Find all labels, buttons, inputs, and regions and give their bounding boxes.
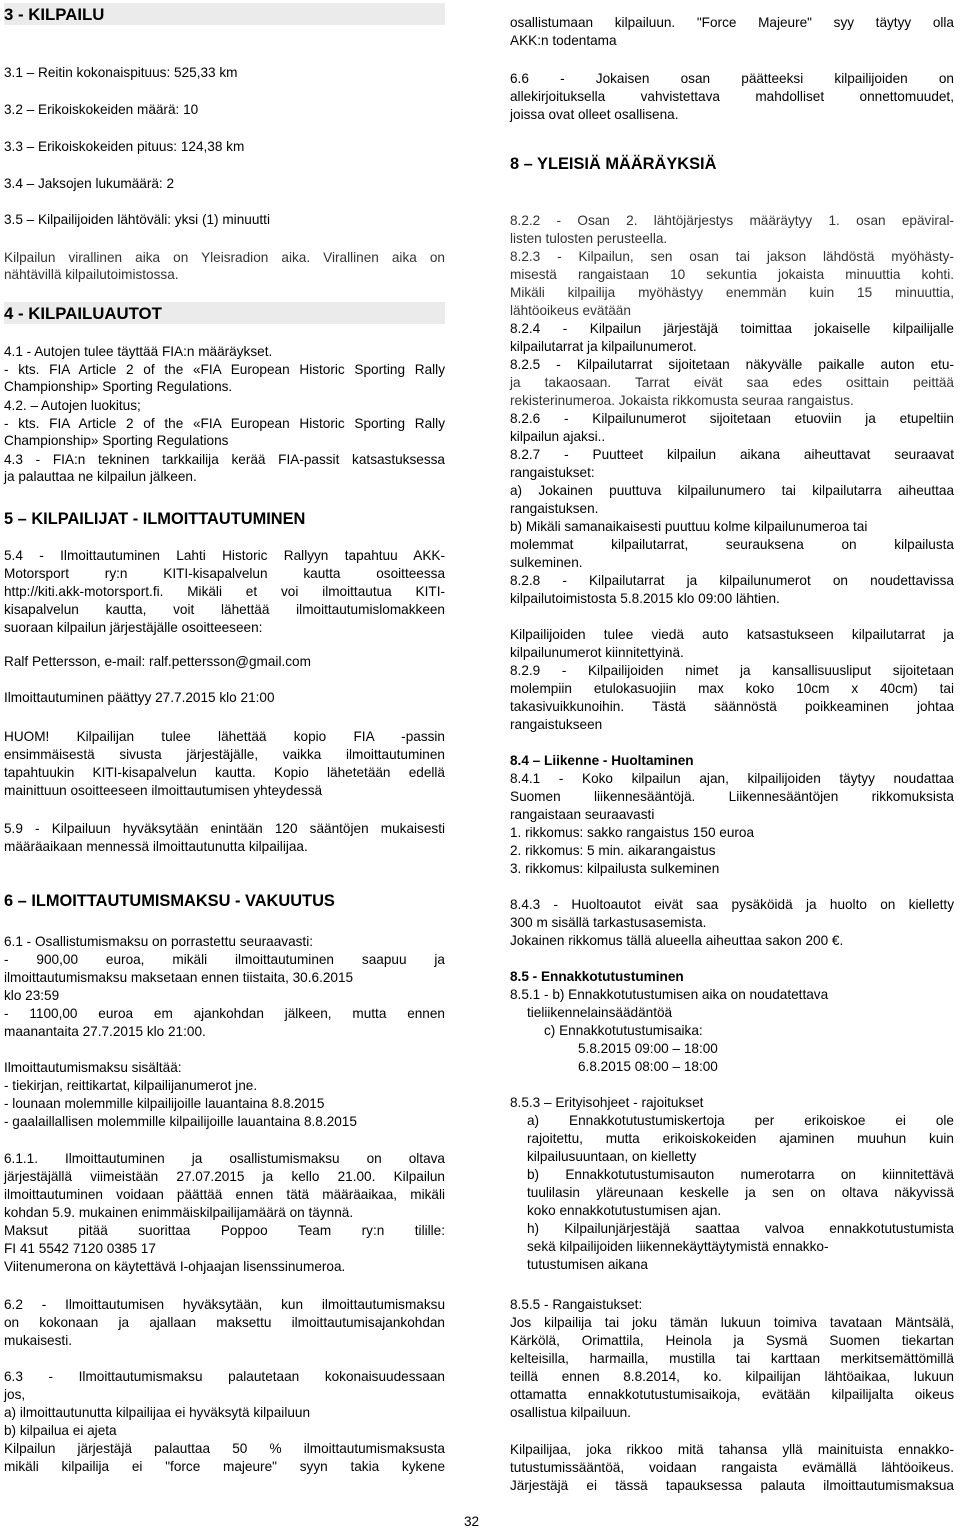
text-line: maanantaita 27.7.2015 klo 21:00. xyxy=(4,1024,206,1039)
text-line: ilmoittautumismaksu maksetaan ennen tiistaita, 30.6.2015 xyxy=(4,970,354,985)
text-line: tieliikennelainsäädäntöä xyxy=(527,1005,673,1020)
text-line: Championship» Sporting Regulations xyxy=(4,433,229,448)
text-line: tutustumissääntöä, voidaan rangaista evämällä lähtöoikeus. xyxy=(510,1460,954,1475)
text-line: teillä ennen 8.8.2014, ko. kilpailijan lähtöaikaa, lukuun xyxy=(510,1369,954,1384)
text-line: joissa ovat olleet osallisena. xyxy=(510,107,679,122)
text-line: 8.5.5 - Rangaistukset: xyxy=(510,1297,643,1312)
text-line: 6.1 - Osallistumismaksu on porrastettu seuraavasti: xyxy=(4,934,314,949)
text-line: ilmoittautuminen voidaan päättää ennen tätä määräaikaa, mikäli xyxy=(4,1187,445,1202)
text-line: Jos kilpailija tai joku tämän lukuun toimiva tavataan Mäntsälä, xyxy=(510,1315,954,1330)
text-line: FI 41 5542 7120 0385 17 xyxy=(4,1241,156,1256)
text-line: tapahtuukin KITI-kisapalvelun kautta. Kopio lähetetään edellä xyxy=(4,765,445,780)
text-line: järjestäjällä viimeistään 27.07.2015 ja kello 21.00. Kilpailun xyxy=(4,1169,445,1184)
text-line: Kilpailijoiden tulee viedä auto katsastukseen kilpailutarrat ja xyxy=(510,627,954,642)
text-line: ja palauttaa ne kilpailun jälkeen. xyxy=(4,469,197,484)
text-line: tuulilasin yläreunaan keskelle ja sen on oltava näkyvissä xyxy=(527,1185,954,1200)
text-line: 4.1 - Autojen tulee täyttää FIA:n määräykset. xyxy=(4,344,273,359)
text-line: a) Ennakkotutustumiskertoja per erikoiskoe ei ole xyxy=(527,1113,954,1128)
text-line: kilpailutoimistosta 5.8.2015 klo 09:00 lähtien. xyxy=(510,591,780,606)
text-line: klo 23:59 xyxy=(4,988,60,1003)
text-line: 5.4 - Ilmoittautuminen Lahti Historic Rallyyn tapahtuu AKK- xyxy=(4,548,445,563)
text-line: a) ilmoittautunutta kilpailijaa ei hyväksytä kilpailuun xyxy=(4,1405,311,1420)
text-line: HUOM! Kilpailijan tulee lähettää kopio FIA -passin xyxy=(4,729,445,744)
text-line: on kokonaan ja ajallaan maksettu ilmoittautumisajankohdan xyxy=(4,1315,445,1330)
text-line: 8.5.3 – Erityisohjeet - rajoitukset xyxy=(510,1095,704,1110)
text-line: 8.2.3 - Kilpailun, sen osan tai jakson lähdöstä myöhästy- xyxy=(510,249,954,264)
text-line: kilpailutarrat ja kilpailunumerot. xyxy=(510,339,697,354)
text-line: 8.5 - Ennakkotutustuminen xyxy=(510,969,684,984)
text-line: misestä rangaistaan 10 sekuntia jokaista minuuttia kohti. xyxy=(510,267,954,282)
text-line: 8.2.8 - Kilpailutarrat ja kilpailunumerot on noudettavissa xyxy=(510,573,954,588)
text-line: 8.4.1 - Koko kilpailun ajan, kilpailijoiden täytyy noudattaa xyxy=(510,771,954,786)
email-link-line[interactable]: Ralf Pettersson, e-mail: ralf.pettersson@gmail.com xyxy=(4,654,311,669)
text-line: 8.2.2 - Osan 2. lähtöjärjestys määräytyy 1. osan epäviral- xyxy=(510,213,954,228)
text-line: 6.1.1. Ilmoittautuminen ja osallistumismaksu on oltava xyxy=(4,1151,445,1166)
text-line: koko ennakkotutustumisen ajan. xyxy=(527,1203,722,1218)
text-line: 8.2.4 - Kilpailun järjestäjä toimittaa jokaiselle kilpailijalle xyxy=(510,321,954,336)
text-line: molemmat kilpailutarrat, seurauksena on kilpailusta xyxy=(510,537,954,552)
text-line: rajoitettu, mutta erikoiskokeiden ajaminen muuhun kuin xyxy=(527,1131,954,1146)
text-line: osallistumaan kilpailuun. "Force Majeure" syy täytyy olla xyxy=(510,15,954,30)
text-line: kelteisilla, harmailla, mustilla tai karttaan merkitsemättömillä xyxy=(510,1351,954,1366)
text-line: 5.8.2015 09:00 – 18:00 xyxy=(578,1041,718,1056)
text-line: Ilmoittautuminen päättyy 27.7.2015 klo 21:00 xyxy=(4,690,275,705)
text-line: - gaalaillallisen molemmille kilpailijoille lauantaina 8.8.2015 xyxy=(4,1114,357,1129)
text-line: 6.8.2015 08:00 – 18:00 xyxy=(578,1059,718,1074)
text-line: 3.4 – Jaksojen lukumäärä: 2 xyxy=(4,176,175,191)
text-line: 6.2 - Ilmoittautumisen hyväksytään, kun ilmoittautumismaksu xyxy=(4,1297,445,1312)
text-line: kilpailusuuntaan, on kielletty xyxy=(527,1149,697,1164)
text-line: 6.6 - Jokaisen osan päätteeksi kilpailijoiden on xyxy=(510,71,954,86)
text-line: 300 m sisällä tarkastusasemista. xyxy=(510,915,707,930)
text-line: rangaistuksen. xyxy=(510,501,599,516)
text-line: Motorsport ry:n KITI-kisapalvelun kautta osoitteessa xyxy=(4,566,445,581)
text-line: rekisterinumeroa. Jokaista rikkomusta seuraa rangaistus. xyxy=(510,393,854,408)
text-line: Kilpailun järjestäjä palauttaa 50 % ilmoittautumismaksusta xyxy=(4,1441,445,1456)
text-line: h) Kilpailunjärjestäjä saattaa valvoa ennakkotutustumista xyxy=(527,1221,954,1236)
text-line: Mikäli kilpailija myöhästyy enemmän kuin 15 minuuttia, xyxy=(510,285,954,300)
text-line: rangaistaan seuraavasti xyxy=(510,807,655,822)
text-line: jos, xyxy=(4,1387,26,1402)
page-number: 32 xyxy=(464,1514,480,1529)
text-line: sekä kilpailijoiden liikennekäyttäytymistä ennakko- xyxy=(527,1239,829,1254)
text-line: Viitenumerona on käytettävä I-ohjaajan lisenssinumeroa. xyxy=(4,1259,346,1274)
text-line: 8.4 – Liikenne - Huoltaminen xyxy=(510,753,694,768)
text-line: - 1100,00 euroa em ajankohdan jälkeen, mutta ennen xyxy=(4,1006,445,1021)
section-heading: 8 – YLEISIÄ MÄÄRÄYKSIÄ xyxy=(510,155,717,173)
text-line: 5.9 - Kilpailuun hyväksytään enintään 120 sääntöjen mukaisesti xyxy=(4,821,445,836)
text-line: 8.2.7 - Puutteet kilpailun aikana aiheuttavat seuraavat xyxy=(510,447,954,462)
text-line: - tiekirjan, reittikartat, kilpailijanumerot jne. xyxy=(4,1078,258,1093)
text-line: ja takaosaan. Tarrat eivät saa edes osittain peittää xyxy=(510,375,954,390)
section-heading: 5 – KILPAILIJAT - ILMOITTAUTUMINEN xyxy=(4,510,306,528)
text-line: mukaisesti. xyxy=(4,1333,72,1348)
text-line: sulkeminen. xyxy=(510,555,583,570)
text-line: suoraan kilpailun järjestäjälle osoitteeseen: xyxy=(4,620,263,635)
text-line: lähtöoikeus evätään xyxy=(510,303,631,318)
text-line: 1. rikkomus: sakko rangaistus 150 euroa xyxy=(510,825,755,840)
text-line: mikäli kilpailija ei "force majeure" syyn takia kykene xyxy=(4,1459,445,1474)
text-line: Jokainen rikkomus tällä alueella aiheuttaa sakon 200 €. xyxy=(510,933,844,948)
text-line: osallistua kilpailuun. xyxy=(510,1405,631,1420)
text-line: 3.3 – Erikoiskokeiden pituus: 124,38 km xyxy=(4,139,245,154)
text-line: b) Ennakkotutustumisauton numerotarra on kiinnitettävä xyxy=(527,1167,954,1182)
text-line: 8.2.9 - Kilpailijoiden nimet ja kansallisuusliput sijoitetaan xyxy=(510,663,954,678)
kiti-link-line[interactable]: http://kiti.akk-motorsport.fi. Mikäli et voi ilmoittautua KITI- xyxy=(4,584,445,599)
text-line: kohdan 5.9. mukainen enimmäiskilpailijamäärä on täynnä. xyxy=(4,1205,354,1220)
text-line: allekirjoituksella vahvistettava mahdolliset onnettomuudet, xyxy=(510,89,954,104)
text-line: - kts. FIA Article 2 of the «FIA European Historic Sporting Rally xyxy=(4,416,445,431)
text-line: 2. rikkomus: 5 min. aikarangaistus xyxy=(510,843,716,858)
text-line: mainittuun osoitteeseen ilmoittautumisen yhteydessä xyxy=(4,783,323,798)
text-line: - 900,00 euroa, mikäli ilmoittautuminen saapuu ja xyxy=(4,952,445,967)
text-line: kisapalvelun kautta, voit lähettää ilmoittautumislomakkeen xyxy=(4,602,445,617)
text-line: 3.1 – Reitin kokonaispituus: 525,33 km xyxy=(4,65,238,80)
text-line: 3.5 – Kilpailijoiden lähtöväli: yksi (1) minuutti xyxy=(4,212,270,227)
text-line: - lounaan molemmille kilpailijoille lauantaina 8.8.2015 xyxy=(4,1096,325,1111)
text-line: 3. rikkomus: kilpailusta sulkeminen xyxy=(510,861,720,876)
text-line: kilpailunumerot kiinnitettyinä. xyxy=(510,645,684,660)
text-line: listen tulosten perusteella. xyxy=(510,231,668,246)
text-line: 8.5.1 - b) Ennakkotutustumisen aika on noudatettava xyxy=(510,987,829,1002)
text-line: takasivuikkunoihin. Tästä säännöstä poikkeaminen johtaa xyxy=(510,699,954,714)
text-line: b) Mikäli samanaikaisesti puuttuu kolme kilpailunumeroa tai xyxy=(510,519,868,534)
text-line: Järjestäjä ei tässä tapauksessa palauta ilmoittautumismaksua xyxy=(510,1478,954,1493)
text-line: Championship» Sporting Regulations. xyxy=(4,379,233,394)
section-heading: 6 – ILMOITTAUTUMISMAKSU - VAKUUTUS xyxy=(4,892,335,910)
text-line: b) kilpailua ei ajeta xyxy=(4,1423,117,1438)
text-line: rangaistukseen xyxy=(510,717,603,732)
text-line: molempiin etulokasuojiin max koko 10cm x 40cm) tai xyxy=(510,681,954,696)
text-line: Kilpailijaa, joka rikkoo mitä tahansa yllä mainituista ennakko- xyxy=(510,1442,954,1457)
text-line: 8.2.5 - Kilpailutarrat sijoitetaan näkyvälle paikalle auton etu- xyxy=(510,357,954,372)
text-line: 6.3 - Ilmoittautumismaksu palautetaan kokonaisuudessaan xyxy=(4,1369,445,1384)
section-heading: 4 - KILPAILUAUTOT xyxy=(4,304,162,323)
section-heading: 3 - KILPAILU xyxy=(4,5,105,24)
text-line: - kts. FIA Article 2 of the «FIA European Historic Sporting Rally xyxy=(4,362,445,377)
text-line: Suomen liikennesääntöjä. Liikennesääntöjen rikkomuksista xyxy=(510,789,954,804)
text-line: 8.4.3 - Huoltoautot eivät saa pysäköidä ja huolto on kielletty xyxy=(510,897,954,912)
text-line: AKK:n todentama xyxy=(510,33,617,48)
text-line: 4.2. – Autojen luokitus; xyxy=(4,398,141,413)
text-line: nähtävillä kilpailutoimistossa. xyxy=(4,267,179,282)
text-line: ottamatta ennakkotutustumisaikoja, evätään kilpailijalta oikeus xyxy=(510,1387,954,1402)
text-line: Maksut pitää suorittaa Poppoo Team ry:n tilille: xyxy=(4,1223,445,1238)
text-line: Kärkölä, Orimattila, Heinola ja Sysmä Suomen tiekartan xyxy=(510,1333,954,1348)
text-line: a) Jokainen puuttuva kilpailunumero tai kilpailutarra aiheuttaa xyxy=(510,483,954,498)
text-line: c) Ennakkotutustumisaika: xyxy=(544,1023,703,1038)
text-line: ensimmäisestä sivusta järjestäjälle, vaikka ilmoittautuminen xyxy=(4,747,445,762)
text-line: 8.2.6 - Kilpailunumerot sijoitetaan etuoviin ja etupeltiin xyxy=(510,411,954,426)
text-line: määräaikaan mennessä ilmoittautunutta kilpailijaa. xyxy=(4,839,308,854)
text-line: Ilmoittautumismaksu sisältää: xyxy=(4,1060,182,1075)
text-line: 3.2 – Erikoiskokeiden määrä: 10 xyxy=(4,102,199,117)
text-line: kilpailun ajaksi.. xyxy=(510,429,606,444)
text-line: 4.3 - FIA:n tekninen tarkkailija kerää FIA-passit katsastuksessa xyxy=(4,452,445,467)
text-line: tutustumisen aikana xyxy=(527,1257,648,1272)
text-line: Kilpailun virallinen aika on Yleisradion aika. Virallinen aika on xyxy=(4,250,445,265)
text-line: rangaistukset: xyxy=(510,465,595,480)
